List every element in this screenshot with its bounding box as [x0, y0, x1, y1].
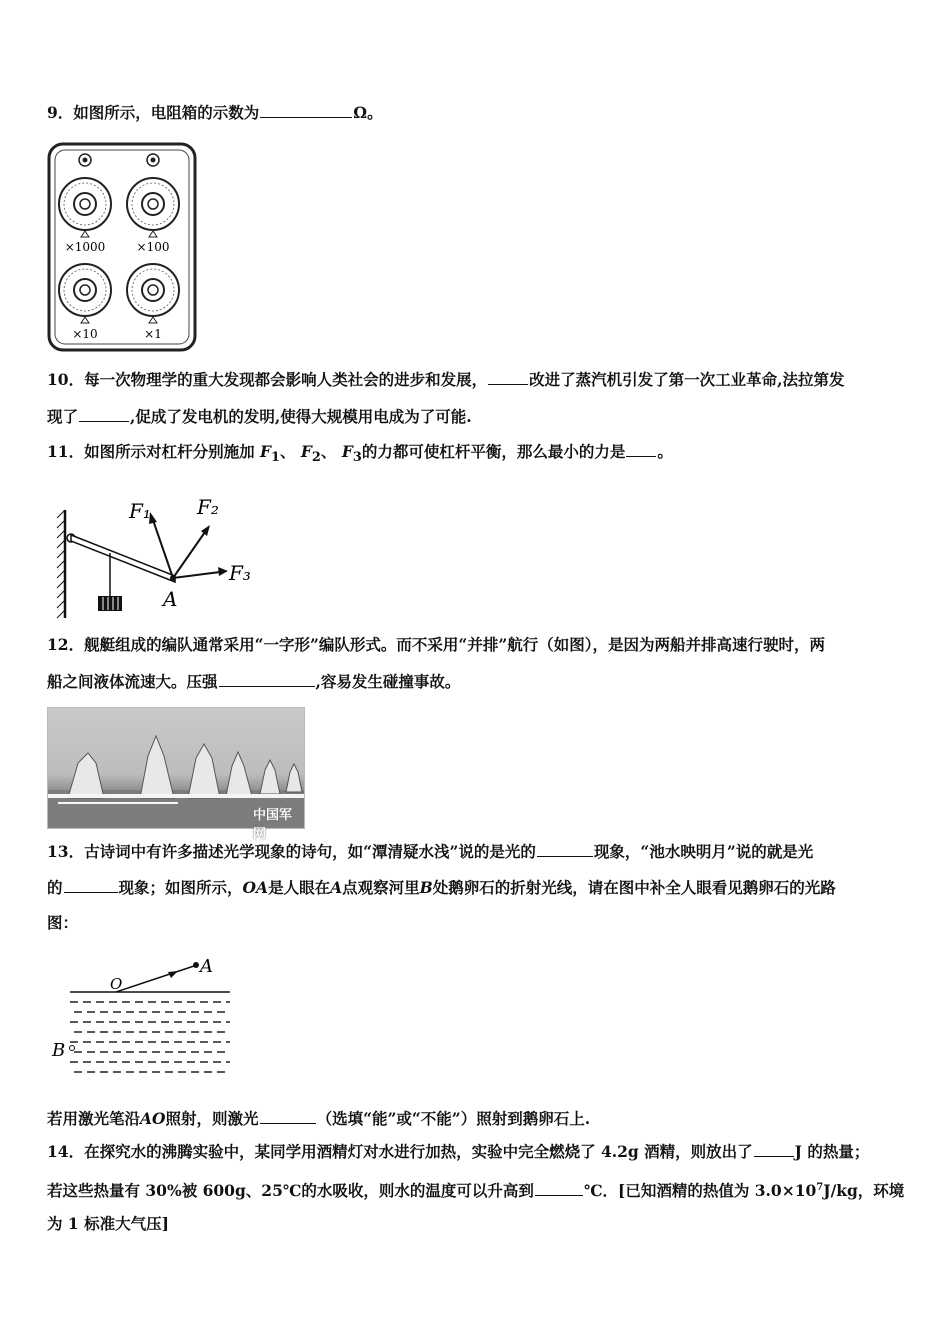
label-b-point: B	[52, 1040, 66, 1061]
q14-text-d: ℃．[已知酒精的热值为 3.0×10	[583, 1181, 817, 1201]
dial-x100	[127, 178, 179, 230]
q11-text-b: 的力都可使杠杆平衡，那么最小的力是	[361, 442, 626, 461]
q14-exponent: 7	[816, 1182, 824, 1193]
q11-sub2: 2	[311, 450, 321, 466]
dial-label-x10: ×10	[72, 327, 98, 341]
q14-text-a: 14．在探究水的沸腾实验中，某同学用酒精灯对水进行加热，实验中完全燃烧了 4.2g 酒精，则放出了	[47, 1142, 753, 1161]
q13-ao: AO	[140, 1109, 166, 1128]
q13-text-a: 13．古诗词中有许多描述光学现象的诗句，如“潭清疑水浅”说的是光的	[47, 842, 536, 861]
dial-label-x1: ×1	[144, 327, 162, 341]
q12-line1	[47, 634, 825, 656]
q10-blank2[interactable]	[79, 405, 129, 422]
q12-blank[interactable]	[219, 670, 315, 687]
q10-text-c: 现了	[47, 407, 79, 426]
q14-line1	[47, 1140, 869, 1163]
q13-blank1[interactable]	[537, 840, 593, 857]
q11-text-c: 。	[657, 442, 673, 461]
warships-photo	[47, 707, 305, 842]
label-f2: F₂	[197, 495, 219, 519]
q9-text: 9．如图所示，电阻箱的示数为	[47, 103, 260, 122]
label-a: A	[163, 587, 178, 611]
q14-text-f: 为 1 标准大气压]	[47, 1214, 169, 1233]
q11-text-a: 11．如图所示对杠杆分别施加	[47, 442, 255, 461]
q11-sub3: 3	[352, 450, 362, 466]
q10-text-d: ,促成了发电机的发明,使得大规模用电成为了可能.	[130, 407, 472, 426]
q13-text-d: 现象；如图所示，	[118, 878, 243, 897]
label-o: O	[110, 975, 123, 993]
q13-line1	[47, 840, 813, 863]
q11-f1: F	[259, 442, 271, 461]
dial-label-x100: ×100	[136, 240, 170, 254]
label-f3: F₃	[229, 561, 251, 585]
q11-sep2: 、	[320, 442, 337, 461]
label-a-point: A	[200, 956, 213, 977]
q12-text-a: 12．舰艇组成的编队通常采用“一字形”编队形式。而不采用“并排”航行（如图），是因为两船并排高速行驶时，两	[47, 635, 825, 654]
q11-sub1: 1	[271, 450, 280, 466]
q12-text-c: ,容易发生碰撞事故。	[315, 672, 461, 691]
q11-blank[interactable]	[626, 440, 656, 457]
dial-x1000	[59, 178, 111, 230]
q11-f3: F	[341, 442, 353, 461]
q14-text-b: J 的热量；	[794, 1142, 870, 1161]
q10-line2	[47, 405, 472, 428]
q13-text-j: 照射，则激光	[165, 1109, 259, 1128]
resistance-box-figure	[47, 142, 197, 352]
q10-line1	[47, 368, 844, 391]
q13-blank3[interactable]	[260, 1107, 316, 1124]
refraction-figure	[50, 952, 240, 1082]
q13-line2	[47, 876, 836, 899]
q13-oa: OA	[242, 878, 269, 897]
q9-blank[interactable]	[260, 101, 352, 118]
dial-label-x1000: ×1000	[64, 240, 106, 254]
q10-blank1[interactable]	[488, 368, 528, 385]
q13-b: B	[419, 878, 433, 897]
q13-blank2[interactable]	[64, 876, 118, 893]
q14-blank1[interactable]	[754, 1140, 794, 1157]
q13-text-k: （选填“能”或“不能”）照射到鹅卵石上.	[316, 1109, 591, 1128]
q12-line2	[47, 670, 460, 693]
q13-line4	[47, 1107, 590, 1130]
q13-text-b: 现象，“池水映明月”说的就是光	[593, 842, 814, 861]
q11-line	[47, 440, 673, 469]
q14-line3	[47, 1213, 169, 1235]
q13-a: A	[330, 878, 343, 897]
q13-line3	[47, 912, 78, 934]
q13-text-i: 若用激光笔沿	[47, 1109, 141, 1128]
q11-sep1: 、	[279, 442, 296, 461]
q14-text-e: J/kg，环境	[823, 1181, 905, 1201]
q13-text-h: 图：	[47, 913, 79, 932]
q13-text-c: 的	[47, 878, 63, 897]
q10-text-a: 10．每一次物理学的重大发现都会影响人类社会的进步和发展，	[47, 370, 488, 389]
q14-line2	[47, 1177, 904, 1202]
q9-unit: Ω。	[353, 103, 383, 122]
q14-text-c: 若这些热量有 30%被 600g、25℃的水吸收，则水的温度可以升高到	[47, 1181, 534, 1201]
label-f1: F₁	[129, 499, 151, 523]
dial-x10	[59, 264, 111, 316]
q11-f2: F	[300, 442, 312, 461]
dial-x1	[127, 264, 179, 316]
q13-text-f: 点观察河里	[342, 878, 420, 897]
q12-text-b: 船之间液体流速大。压强	[47, 672, 218, 691]
q13-text-e: 是人眼在	[268, 878, 331, 897]
q9-line	[47, 101, 383, 124]
lever-figure	[55, 490, 265, 620]
watermark: 中国军网	[253, 808, 293, 842]
q13-text-g: 处鹅卵石的折射光线，请在图中补全人眼看见鹅卵石的光路	[432, 878, 836, 897]
q14-blank2[interactable]	[535, 1179, 583, 1196]
q10-text-b: 改进了蒸汽机引发了第一次工业革命,法拉第发	[529, 370, 845, 389]
